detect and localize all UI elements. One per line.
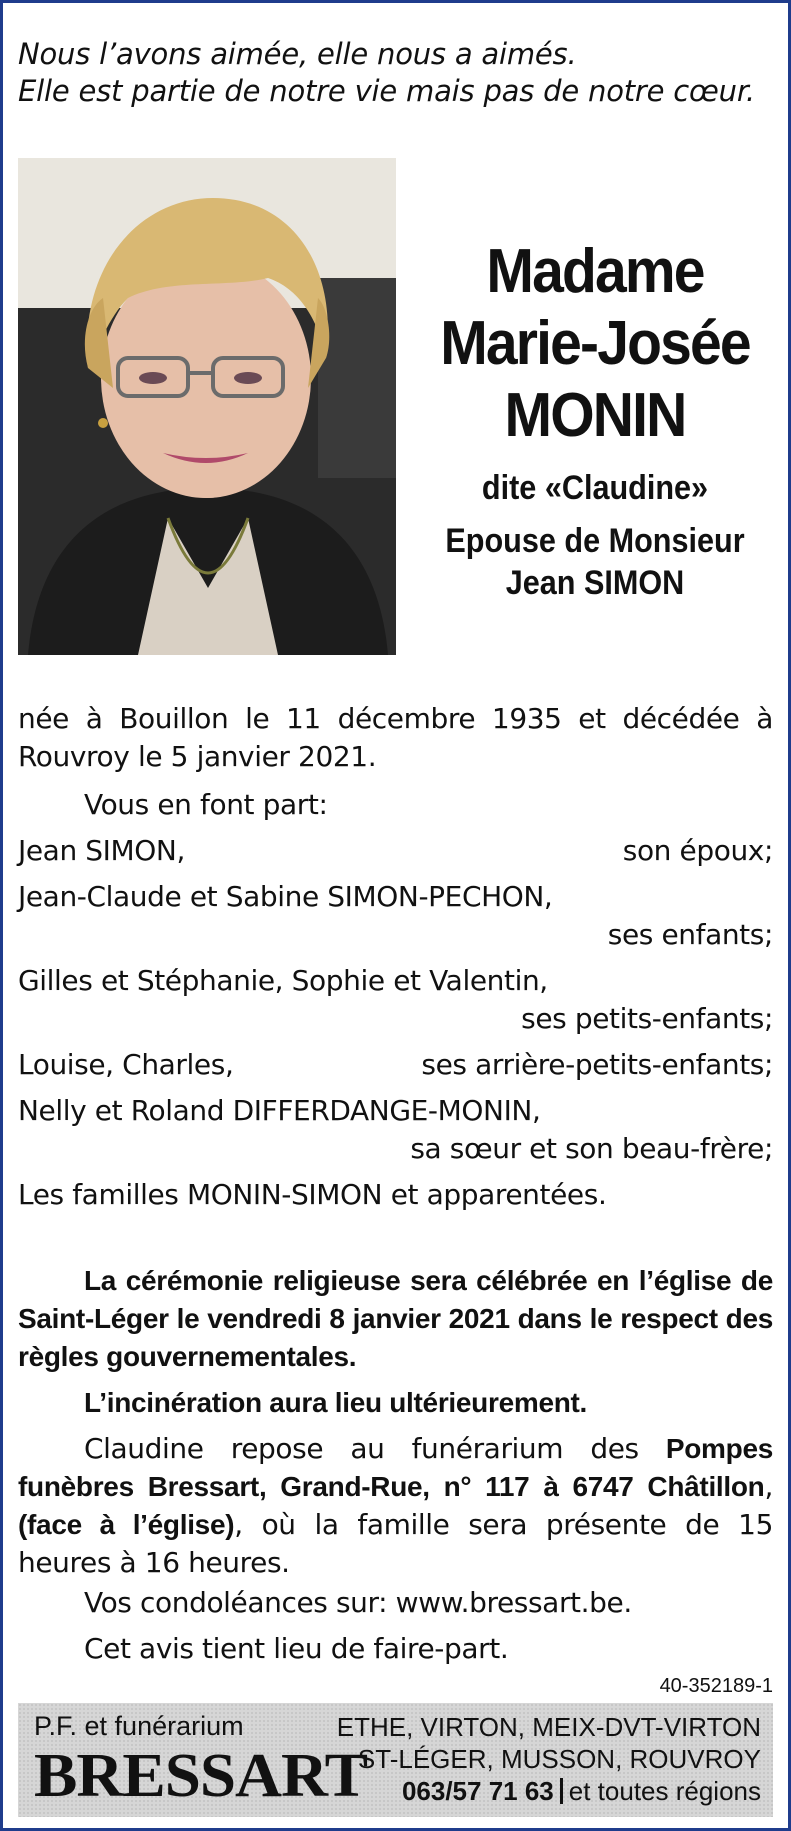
family-relation: ses arrière-petits-enfants;: [421, 1048, 773, 1081]
family-row-great-grandchildren: [18, 1046, 773, 1084]
portrait-illustration: [18, 158, 396, 655]
funeral-home-address: Pompes funèbres Bressart, Grand-Rue, n° 117 à 6747 Châtillon: [18, 1433, 773, 1502]
quote-line-1: Nous l’avons aimée, elle nous a aimés.: [18, 37, 577, 71]
footer-label: P.F. et funérarium: [34, 1711, 244, 1741]
family-relation: ses petits-enfants;: [521, 1002, 773, 1035]
regions-text: et toutes régions: [568, 1776, 761, 1806]
family-row-spouse: [18, 832, 773, 870]
first-name: Marie-Josée: [440, 309, 750, 378]
family-names: Gilles et Stéphanie, Sophie et Valentin,: [18, 964, 548, 997]
repose-part-1: Claudine repose au funérarium des: [84, 1432, 666, 1465]
family-names: Jean SIMON,: [18, 834, 185, 867]
repose-text: [18, 1430, 773, 1582]
family-row-children: [18, 878, 773, 954]
brand-logo: BRESSART: [34, 1742, 368, 1810]
title-madame: Madame: [486, 237, 704, 306]
funeral-home-footer: [18, 1703, 773, 1817]
location-hint: (face à l’église): [18, 1509, 235, 1540]
condolences-text: Vos condoléances sur: www.bressart.be.: [84, 1586, 632, 1619]
portrait-photo: [18, 158, 396, 655]
repose-part-2: ,: [764, 1470, 773, 1503]
locations-line-2: ST-LÉGER, MUSSON, ROUVROY: [357, 1744, 761, 1774]
last-name: MONIN: [504, 381, 686, 450]
reference-number: 40-352189-1: [659, 1675, 773, 1697]
birth-death-text: née à Bouillon le 11 décembre 1935 et décédée à Rouvroy le 5 janvier 2021.: [18, 702, 773, 773]
family-row-grandchildren: [18, 962, 773, 1038]
families-line: Les familles MONIN-SIMON et apparentées.: [18, 1178, 607, 1211]
nickname: dite «Claudine»: [481, 469, 709, 507]
epitaph-quote: [18, 36, 778, 110]
family-relation: son époux;: [622, 834, 773, 867]
family-names: Jean-Claude et Sabine SIMON-PECHON,: [18, 880, 553, 913]
locations-line-1: ETHE, VIRTON, MEIX-DVT-VIRTON: [336, 1712, 761, 1742]
repose-part-3: , où la famille sera présente de 15 heures à 16 heures.: [18, 1508, 773, 1579]
family-names: Nelly et Roland DIFFERDANGE-MONIN,: [18, 1094, 541, 1127]
separator-bar: [560, 1778, 563, 1804]
quote-line-2: Elle est partie de notre vie mais pas de notre cœur.: [18, 74, 755, 108]
family-relation: sa sœur et son beau-frère;: [410, 1132, 773, 1165]
announce-text: Vous en font part:: [84, 788, 328, 821]
family-relation: ses enfants;: [607, 918, 773, 951]
family-list: [18, 832, 773, 1214]
spouse-line-1: Epouse de Monsieur: [445, 522, 745, 560]
footer-contact: [337, 1711, 761, 1807]
phone-number: 063/57 71 63: [401, 1776, 554, 1806]
phone-line: [337, 1775, 761, 1807]
family-row-sibling: [18, 1092, 773, 1168]
notice-text: Cet avis tient lieu de faire-part.: [84, 1632, 509, 1665]
ceremony-text: La cérémonie religieuse sera célébrée en l’église de Saint-Léger le vendredi 8 janvier 2021 dans le respect des règles gouvernementales.: [18, 1265, 773, 1372]
spouse-line-2: Jean SIMON: [505, 564, 685, 602]
deceased-name-block: [410, 236, 780, 604]
family-names: Louise, Charles,: [18, 1048, 234, 1081]
incineration-text: L’incinération aura lieu ultérieurement.: [84, 1387, 588, 1418]
